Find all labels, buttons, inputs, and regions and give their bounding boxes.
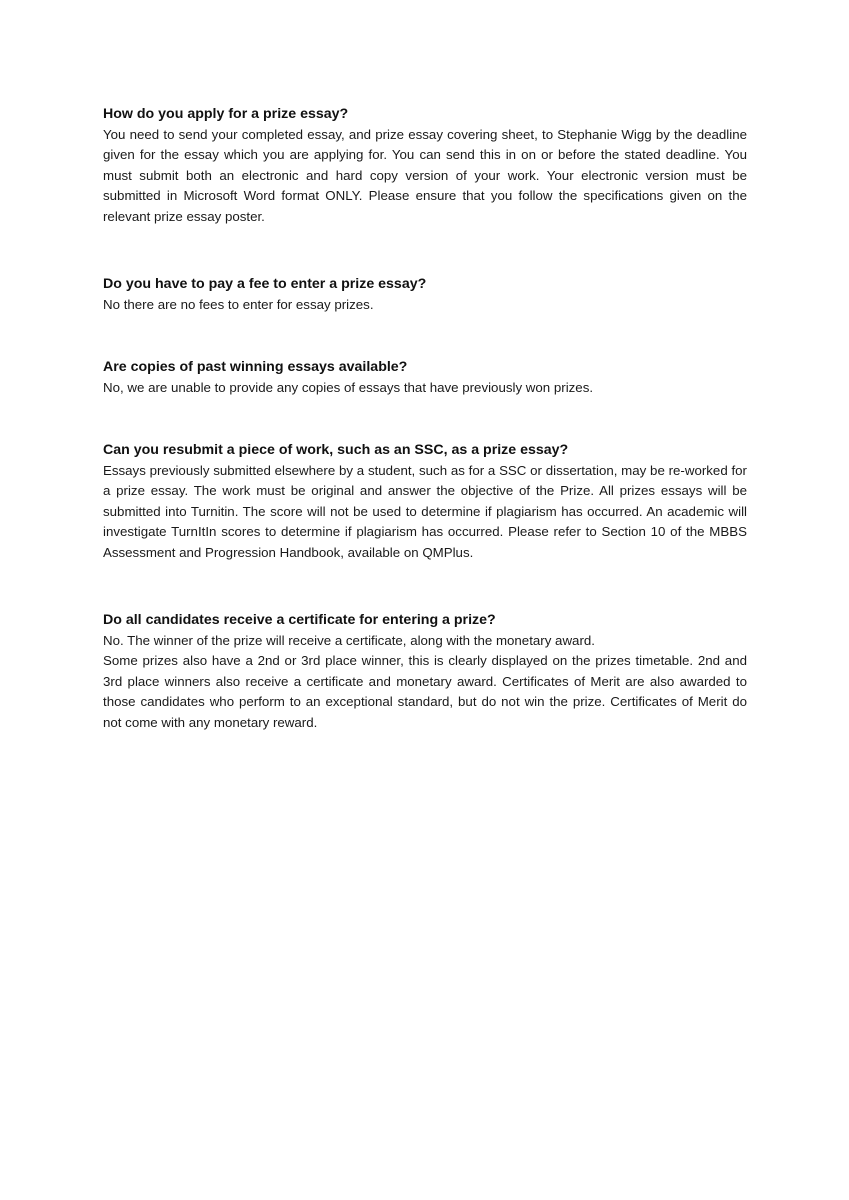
faq-answer: You need to send your completed essay, and prize essay covering sheet, to Stephanie Wigg by the deadline given for the essay which you are applying for. You can send this in on or before the stated deadline. You must submit both an electronic and hard copy version of your work. Your electronic version must be submitted in Microsoft Word format ONLY. Please ensure that you follow the specifications given on the relevant prize essay poster. (103, 126, 747, 224)
faq-question: Do you have to pay a fee to enter a prize essay? (103, 276, 427, 292)
faq-item-fee (103, 274, 747, 315)
faq-answer (103, 631, 747, 734)
faq-item-certificate (103, 610, 747, 733)
faq-item-past-essays (103, 357, 747, 398)
faq-answer-line: Some prizes also have a 2nd or 3rd place winner, this is clearly displayed on the prizes timetable. 2nd and 3rd place winners also receive a certificate and monetary award. Certificates of Merit are also awarded to those candidates who perform to an exceptional standard, but do not win the prize. Certificates of Merit do not come with any monetary reward. (103, 653, 747, 730)
faq-question: Are copies of past winning essays available? (103, 359, 408, 375)
faq-question: How do you apply for a prize essay? (103, 106, 349, 122)
faq-content (103, 104, 747, 733)
faq-question: Can you resubmit a piece of work, such as an SSC, as a prize essay? (103, 442, 569, 458)
faq-item-resubmit (103, 440, 747, 563)
faq-item-apply (103, 104, 747, 227)
faq-answer-line: No. The winner of the prize will receive a certificate, along with the monetary award. (103, 632, 595, 648)
faq-answer: Essays previously submitted elsewhere by a student, such as for a SSC or dissertation, may be re-worked for a prize essay. The work must be original and answer the objective of the Prize. All prizes essays will be submitted into Turnitin. The score will not be used to determine if plagiarism has occurred. An academic will investigate TurnItIn scores to determine if plagiarism has occurred. Please refer to Section 10 of the MBBS Assessment and Progression Handbook, available on QMPlus. (103, 462, 747, 560)
faq-question: Do all candidates receive a certificate for entering a prize? (103, 612, 496, 628)
faq-answer: No there are no fees to enter for essay prizes. (103, 296, 374, 312)
faq-answer: No, we are unable to provide any copies of essays that have previously won prizes. (103, 379, 594, 395)
